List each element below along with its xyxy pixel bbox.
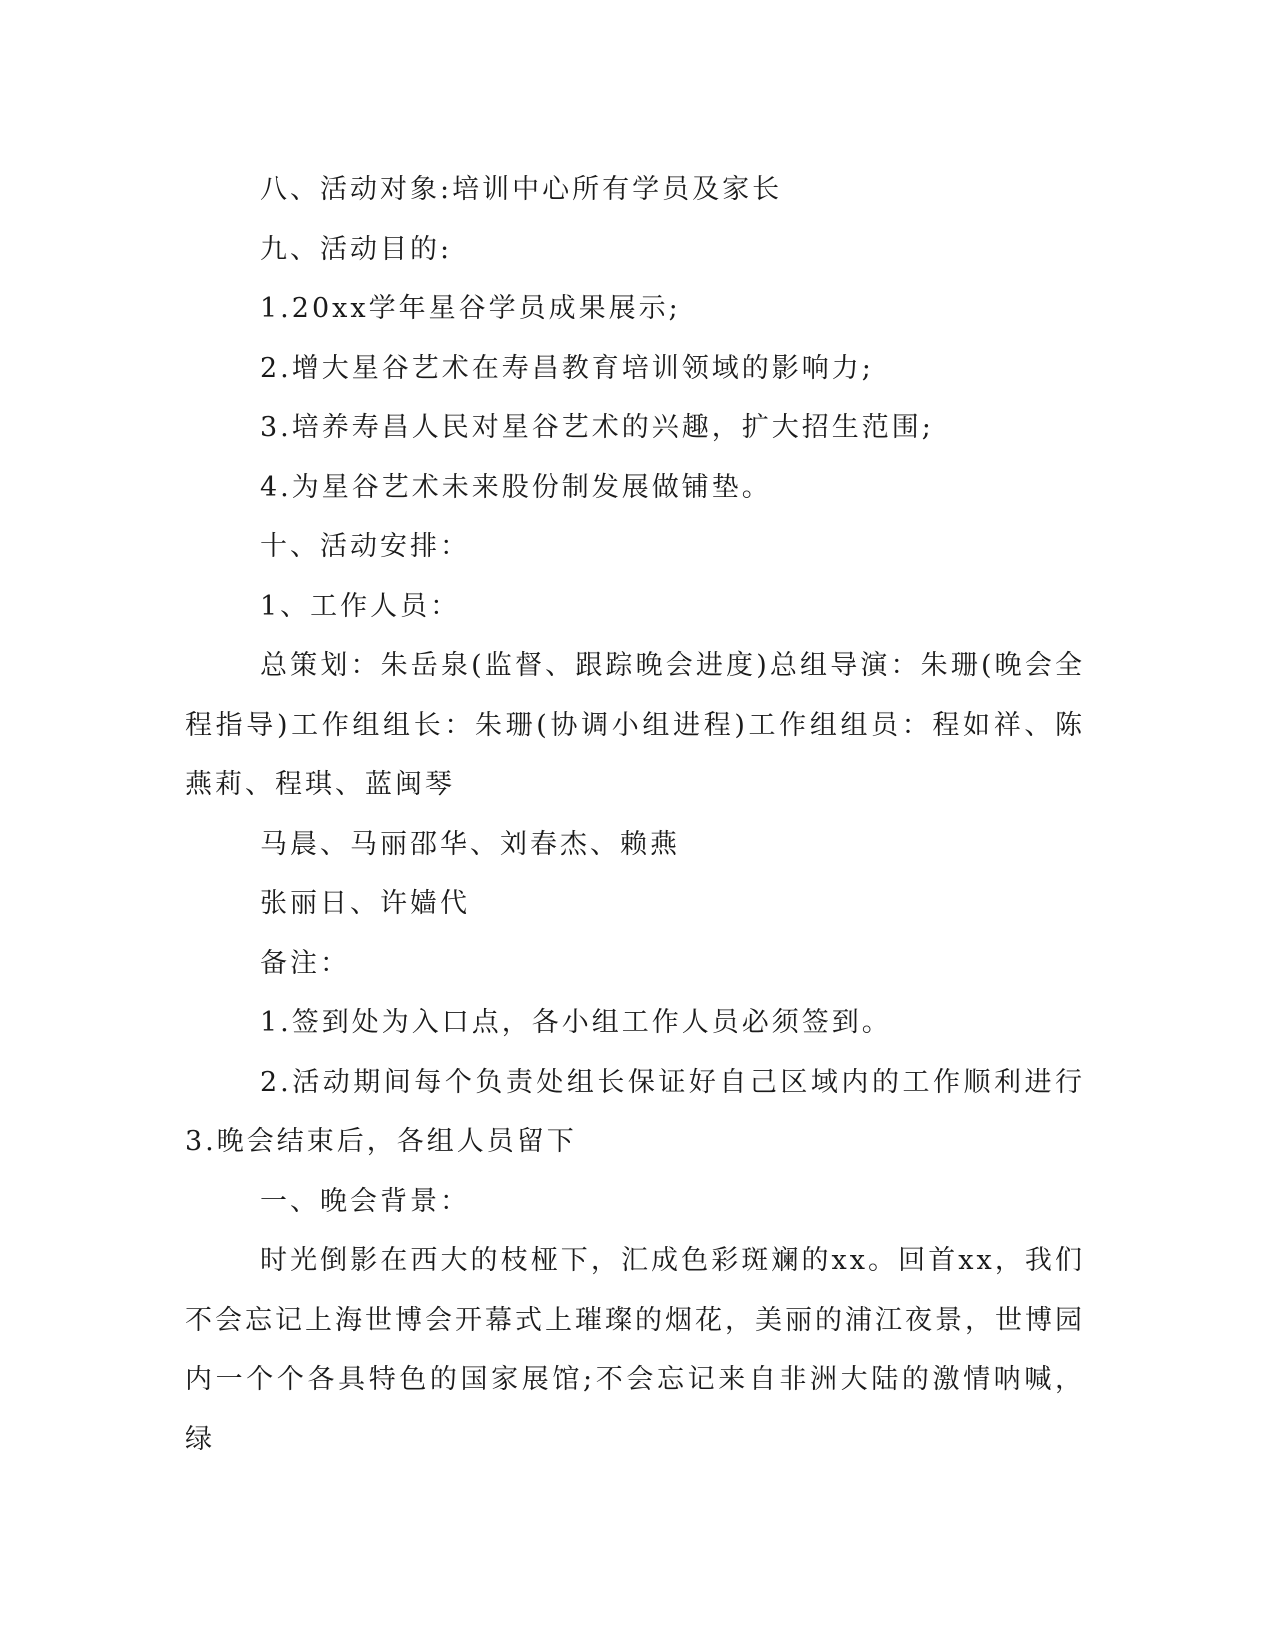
paragraph-staff-roles: 总策划：朱岳泉(监督、跟踪晚会进度)总组导演：朱珊(晚会全程指导)工作组组长：朱珊(协调小组进程)工作组组员：程如祥、陈燕莉、程琪、蓝闽琴 <box>185 650 1085 800</box>
paragraph-gala-background: 时光倒影在西大的枝桠下，汇成色彩斑斓的xx。回首xx，我们不会忘记上海世博会开幕式上璀璨的烟花，美丽的浦江夜景，世博园内一个个各具特色的国家展馆;不会忘记来自非洲大陆的激情呐喊，绿 <box>185 1245 1085 1455</box>
paragraph-staff-heading: 1、工作人员： <box>260 590 461 622</box>
paragraph-activity-arrangement-heading: 十、活动安排： <box>260 531 470 562</box>
paragraph-note-1: 1.签到处为入口点，各小组工作人员必须签到。 <box>260 1007 892 1038</box>
paragraph-notes-heading: 备注： <box>260 947 350 979</box>
document-body <box>185 160 1085 1469</box>
paragraph-purpose-4: 4.为星谷艺术未来股份制发展做铺垫。 <box>260 471 772 503</box>
paragraph-activity-target: 八、活动对象:培训中心所有学员及家长 <box>260 174 783 205</box>
paragraph-note-2: 2.活动期间每个负责处组长保证好自己区域内的工作顺利进行3.晚会结束后，各组人员留下 <box>185 1066 1085 1157</box>
paragraph-purpose-3: 3.培养寿昌人民对星谷艺术的兴趣，扩大招生范围; <box>260 412 934 443</box>
paragraph-staff-members-2: 张丽日、许嫱代 <box>260 888 470 919</box>
paragraph-activity-purpose-heading: 九、活动目的: <box>260 233 453 265</box>
paragraph-purpose-2: 2.增大星谷艺术在寿昌教育培训领域的影响力; <box>260 352 874 384</box>
paragraph-gala-background-heading: 一、晚会背景： <box>260 1185 470 1217</box>
paragraph-staff-members-1: 马晨、马丽邵华、刘春杰、赖燕 <box>260 828 680 860</box>
paragraph-purpose-1: 1.20xx学年星谷学员成果展示; <box>260 293 681 324</box>
